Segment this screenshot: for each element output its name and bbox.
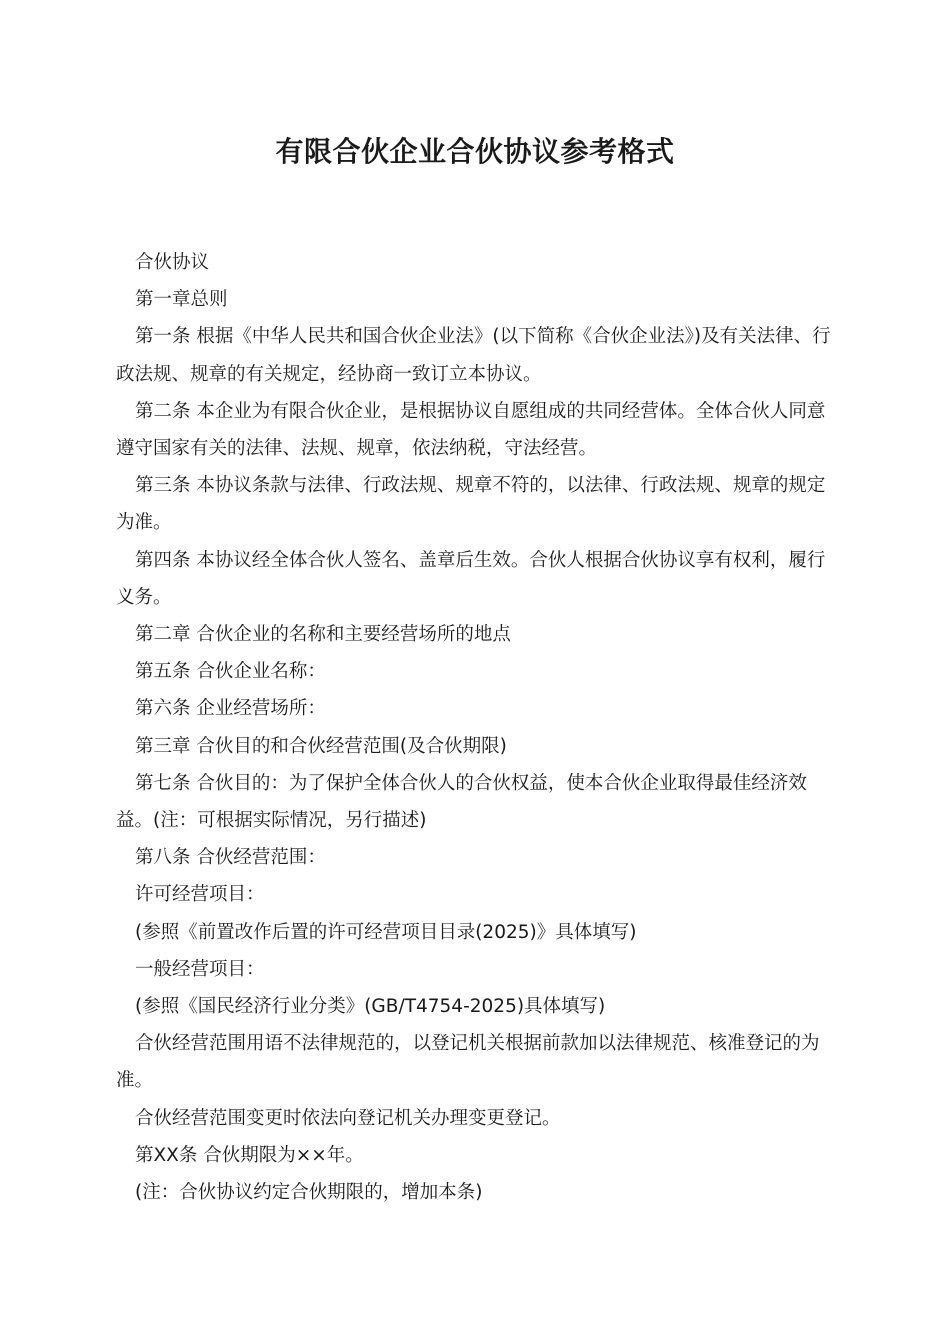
paragraph-licensed-items: 许可经营项目： — [135, 884, 265, 906]
paragraph-chapter-2: 第二章 合伙企业的名称和主要经营场所的地点 — [135, 624, 511, 646]
paragraph-general-items: 一般经营项目： — [135, 958, 265, 980]
paragraph-scope-wording: 合伙经营范围用语不法律规范的，以登记机关根据前款加以法律规范、核准登记的为准。 — [116, 1033, 820, 1092]
paragraph-article-6: 第六条 企业经营场所： — [135, 698, 326, 720]
paragraph-article-1: 第一条 根据《中华人民共和国合伙企业法》(以下简称《合伙企业法》)及有关法律、行政法规、规章的有关规定，经协商一致订立本协议。 — [116, 326, 831, 385]
paragraph-agreement-heading: 合伙协议 — [135, 252, 210, 273]
paragraph-article-8: 第八条 合伙经营范围： — [135, 847, 326, 869]
paragraph-article-4: 第四条 本协议经全体合伙人签名、盖章后生效。合伙人根据合伙协议享有权利，履行义务。 — [116, 549, 826, 608]
paragraph-scope-change: 合伙经营范围变更时依法向登记机关办理变更登记。 — [135, 1107, 561, 1129]
paragraph-licensed-items-note: (参照《前置改作后置的许可经营项目目录(2025)》具体填写) — [135, 921, 637, 943]
paragraph-article-2: 第二条 本企业为有限合伙企业，是根据协议自愿组成的共同经营体。全体合伙人同意遵守国家有关的法律、法规、规章，依法纳税，守法经营。 — [116, 400, 826, 460]
document-title: 有限合伙企业合伙协议参考格式 — [275, 135, 675, 168]
paragraph-article-5: 第五条 合伙企业名称： — [135, 661, 326, 683]
paragraph-chapter-1: 第一章总则 — [135, 289, 228, 311]
paragraph-article-xx-note: (注：合伙协议约定合伙期限的，增加本条) — [135, 1182, 483, 1204]
paragraph-article-xx: 第XX条 合伙期限为××年。 — [135, 1144, 364, 1166]
document-body — [116, 244, 838, 1211]
paragraph-article-3: 第三条 本协议条款与法律、行政法规、规章不符的，以法律、行政法规、规章的规定为准。 — [116, 475, 826, 534]
paragraph-chapter-3: 第三章 合伙目的和合伙经营范围(及合伙期限) — [135, 735, 507, 757]
paragraph-general-items-note: (参照《国民经济行业分类》(GB/T4754-2025)具体填写) — [135, 996, 606, 1018]
paragraph-article-7: 第七条 合伙目的：为了保护全体合伙人的合伙权益，使本合伙企业取得最佳经济效益。(注：可根据实际情况，另行描述) — [116, 772, 807, 832]
